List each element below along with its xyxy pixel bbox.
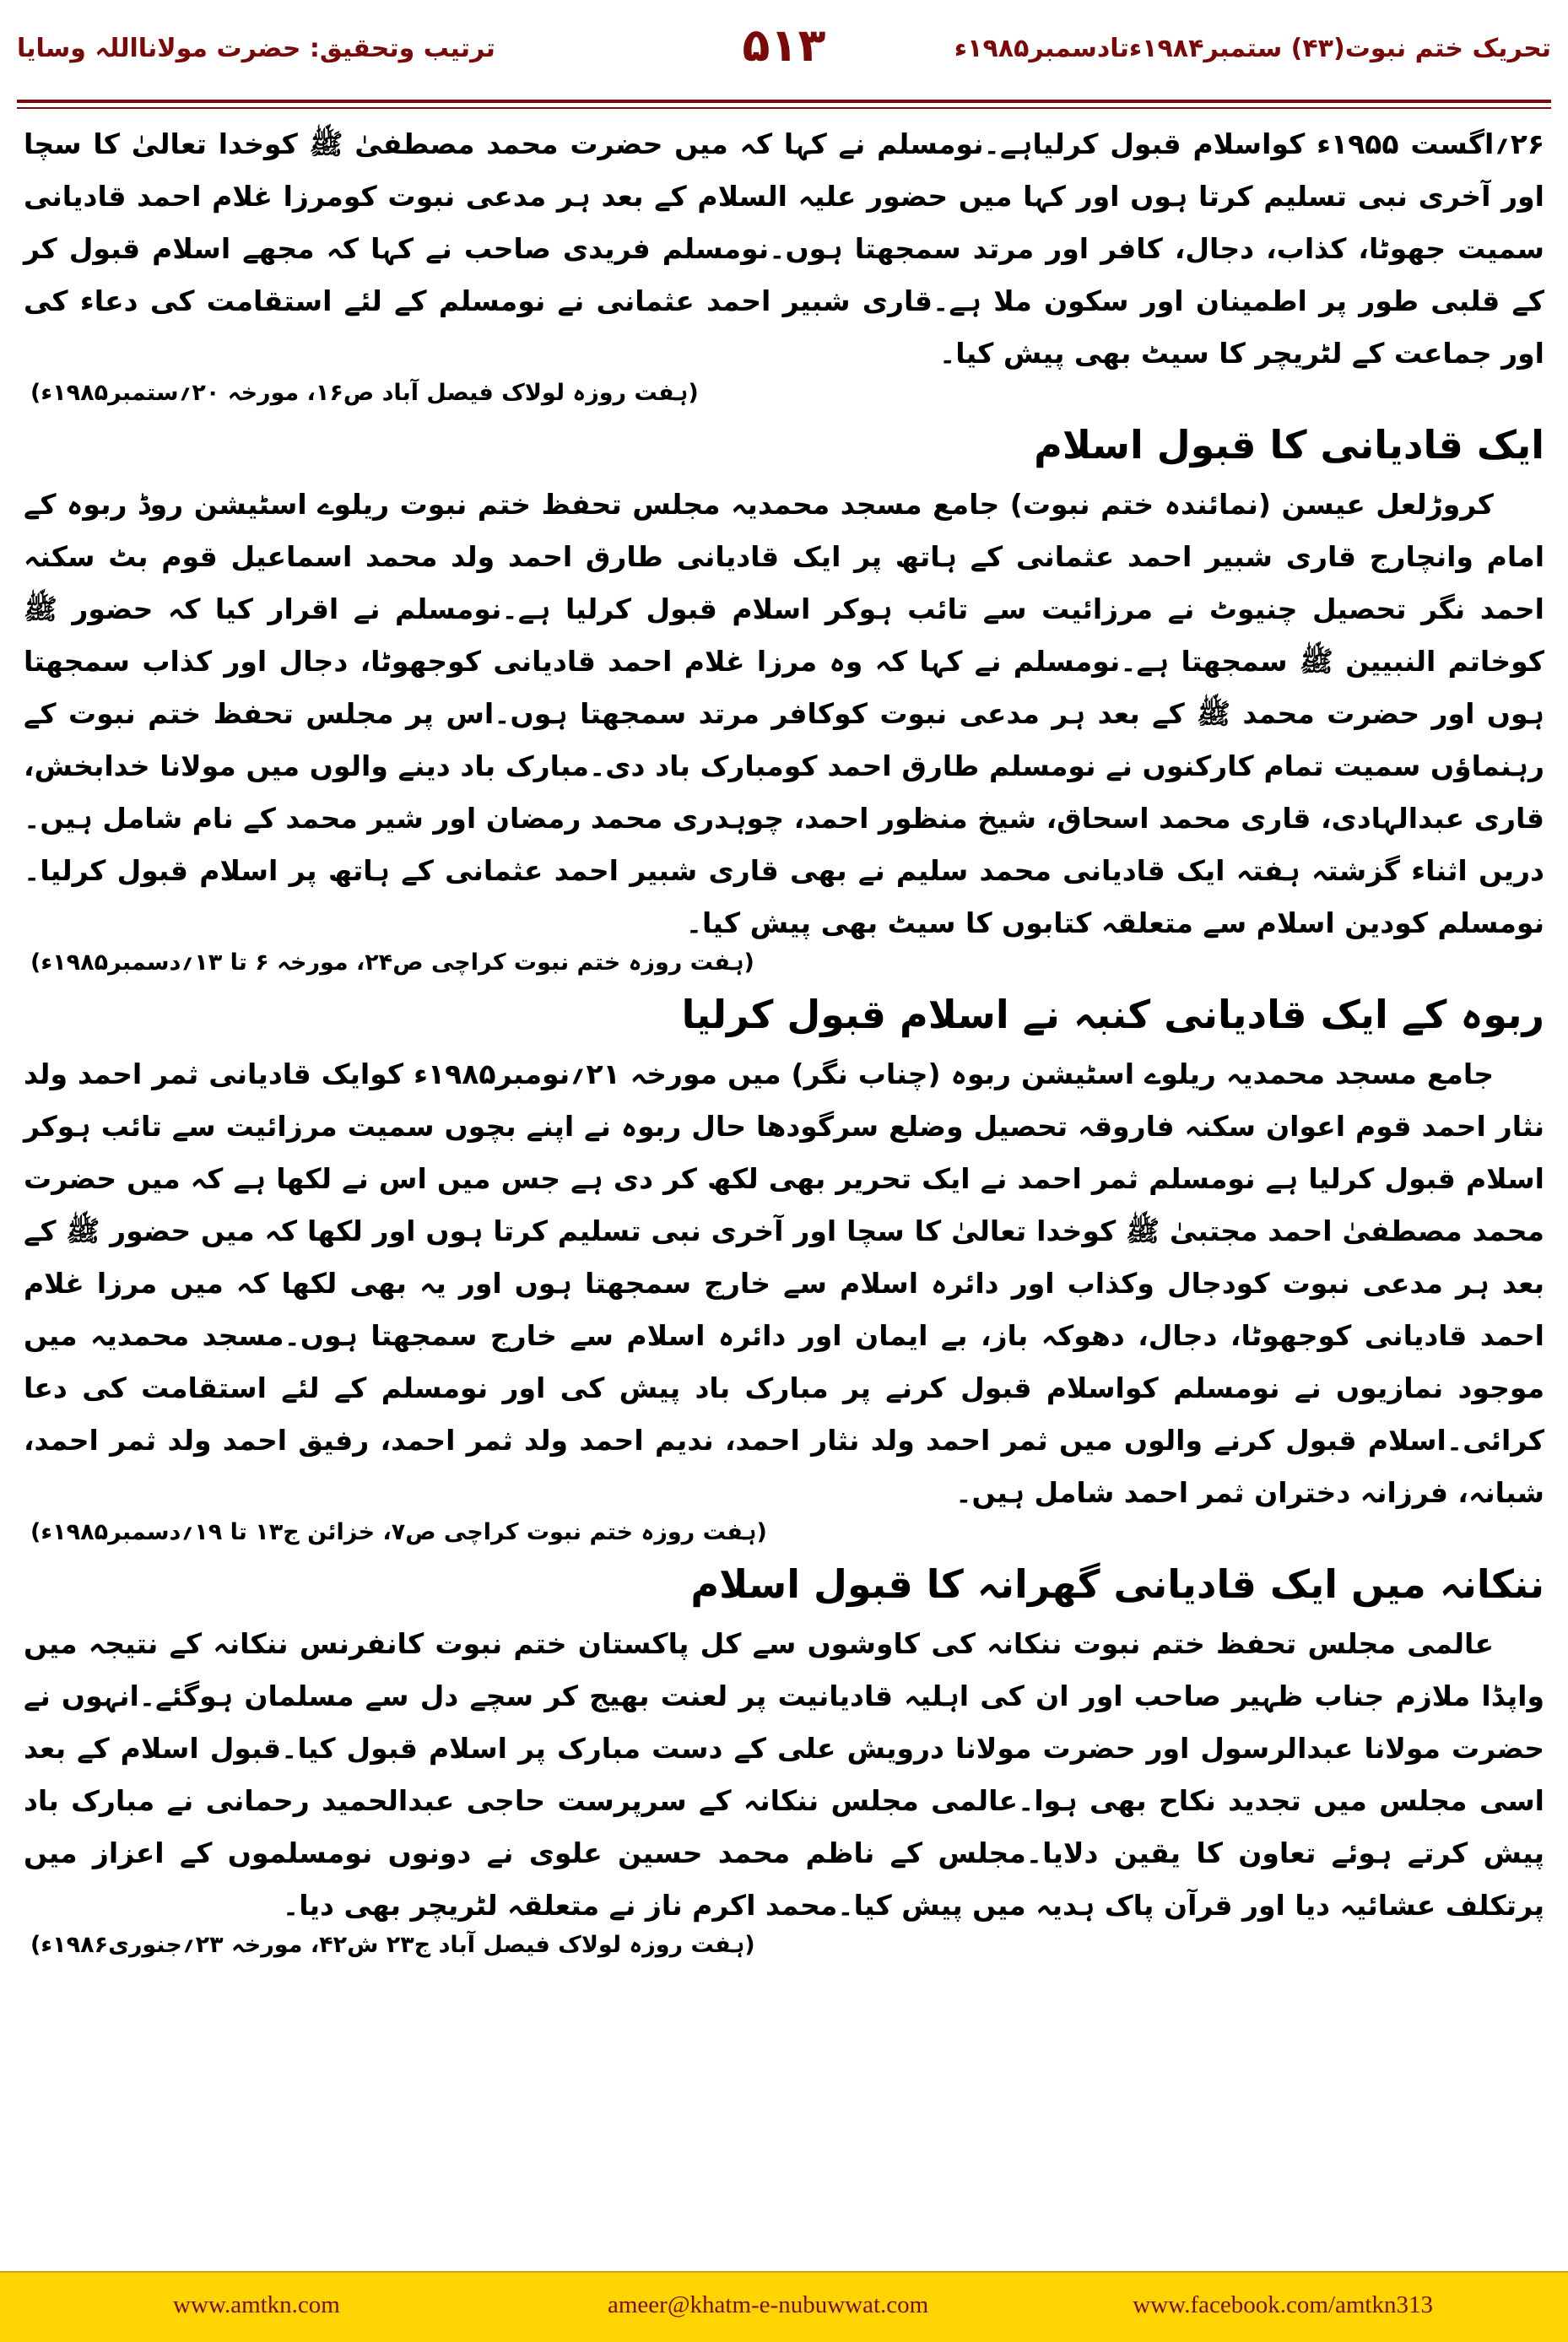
page-header — [17, 19, 1551, 95]
section-2-paragraph: کروڑلعل عیسن (نمائندہ ختم نبوت) جامع مسجد محمدیہ مجلس تحفظ ختم نبوت ریلوے اسٹیشن روڈ ربوہ کے امام وانچارج قاری شبیر احمد عثمانی کے ہاتھ پر ایک قادیانی طارق احمد ولد محمد اسماعیل قوم بٹ سکنہ احمد نگر تحصیل چنیوٹ نے مرزائیت سے تائب ہوکر اسلام قبول کرلیا ہے۔نومسلم نے اقرار کیا کہ حضور ﷺ کوخاتم النبیین ﷺ سمجھتا ہے۔نومسلم نے کہا کہ وہ مرزا غلام احمد قادیانی کوجھوٹا، دجال اور کذاب سمجھتا ہوں اور حضرت محمد ﷺ کے بعد ہر مدعی نبوت کوکافر مرتد سمجھتا ہوں۔اس پر مجلس تحفظ ختم نبوت کے رہنماؤں سمیت تمام کارکنوں نے نومسلم طارق احمد کومبارک باد دی۔مبارک باد دینے والوں میں مولانا خدابخش، قاری عبدالہادی، قاری محمد اسحاق، شیخ منظور احمد، چوہدری محمد رمضان اور شیر محمد کے نام شامل ہیں۔دریں اثناء گزشتہ ہفتہ ایک قادیانی محمد سلیم نے بھی قاری شبیر احمد عثمانی کے ہاتھ پر اسلام قبول کرلیا۔نومسلم کودین اسلام سے متعلقہ کتابوں کا سیٹ بھی پیش کیا۔ — [24, 488, 1544, 939]
section-2-heading: ایک قادیانی کا قبول اسلام — [1034, 422, 1544, 468]
article-body — [24, 118, 1544, 2241]
editor-credit: ترتیب وتحقیق: حضرت مولانااللہ وسایا — [17, 34, 495, 63]
header-rule-thin — [17, 107, 1551, 109]
section-2-source: (ہفت روزہ ختم نبوت کراچی ص۲۴، مورخہ ۶ تا ۱۳؍دسمبر۱۹۸۵ء) — [30, 949, 754, 976]
section-1 — [24, 118, 1544, 406]
section-4-heading: ننکانہ میں ایک قادیانی گھرانہ کا قبول اسلام — [690, 1561, 1544, 1607]
website-link[interactable]: www.amtkn.com — [173, 2291, 340, 2318]
facebook-link[interactable]: www.facebook.com/amtkn313 — [1133, 2291, 1433, 2318]
section-3 — [24, 981, 1544, 1545]
page-number: ۵۱۳ — [742, 19, 826, 72]
series-title: تحریک ختم نبوت(۴۳) ستمبر۱۹۸۴ءتادسمبر۱۹۸۵ء — [954, 34, 1551, 63]
section-4 — [24, 1550, 1544, 1958]
section-4-paragraph: عالمی مجلس تحفظ ختم نبوت ننکانہ کی کاوشوں سے کل پاکستان ختم نبوت کانفرنس ننکانہ کے نتیجہ میں واپڈا ملازم جناب ظہیر صاحب اور ان کی اہلیہ قادیانیت پر لعنت بھیج کر سچے دل سے مسلمان ہوگئے۔انہوں نے حضرت مولانا عبدالرسول اور حضرت مولانا درویش علی کے دست مبارک پر اسلام قبول کیا۔قبول اسلام کے بعد اسی مجلس میں تجدید نکاح بھی ہوا۔عالمی مجلس ننکانہ کے سرپرست حاجی عبدالحمید رحمانی نے مبارک باد پیش کرتے ہوئے تعاون کا یقین دلایا۔مجلس کے ناظم محمد حسین علوی نے دونوں نومسلموں کے اعزاز میں پرتکلف عشائیہ دیا اور قرآن پاک ہدیہ میں پیش کیا۔محمد اکرم ناز نے متعلقہ لٹریچر بھی دیا۔ — [24, 1627, 1544, 1922]
section-1-paragraph: ۲۶؍اگست ۱۹۵۵ء کواسلام قبول کرلیاہے۔نومسلم نے کہا کہ میں حضرت محمد مصطفیٰ ﷺ کوخدا تعالیٰ کا سچا اور آخری نبی تسلیم کرتا ہوں اور کہا میں حضور علیہ السلام کے بعد ہر مدعی نبوت کومرزا غلام احمد قادیانی سمیت جھوٹا، کذاب، دجال، کافر اور مرتد سمجھتا ہوں۔نومسلم فریدی صاحب نے کہا کہ مجھے اسلام قبول کر کے قلبی طور پر اطمینان اور سکون ملا ہے۔قاری شبیر احمد عثمانی نے نومسلم کے لئے استقامت کی دعاء کی اور جماعت کے لٹریچر کا سیٹ بھی پیش کیا۔ — [24, 127, 1544, 370]
section-1-source: (ہفت روزہ لولاک فیصل آباد ص۱۶، مورخہ ۲۰؍ستمبر۱۹۸۵ء) — [30, 380, 699, 406]
section-2 — [24, 411, 1544, 976]
page-footer — [0, 2271, 1568, 2342]
section-3-heading: ربوہ کے ایک قادیانی کنبہ نے اسلام قبول کرلیا — [681, 992, 1544, 1037]
section-4-source: (ہفت روزہ لولاک فیصل آباد ج۲۳ ش۴۲، مورخہ ۲۳؍جنوری۱۹۸۶ء) — [30, 1932, 755, 1958]
section-3-paragraph: جامع مسجد محمدیہ ریلوے اسٹیشن ربوہ (چناب نگر) میں مورخہ ۲۱؍نومبر۱۹۸۵ء کوایک قادیانی ثمر احمد ولد نثار احمد قوم اعوان سکنہ فاروقہ تحصیل وضلع سرگودھا حال ربوہ نے اپنے بچوں سمیت مرزائیت سے تائب ہوکر اسلام قبول کرلیا ہے نومسلم ثمر احمد نے ایک تحریر بھی لکھ کر دی ہے جس میں اس نے لکھا ہے کہ میں حضرت محمد مصطفیٰ احمد مجتبیٰ ﷺ کوخدا تعالیٰ کا سچا اور آخری نبی تسلیم کرتا ہوں اور لکھا کہ میں حضور ﷺ کے بعد ہر مدعی نبوت کودجال وکذاب اور دائرہ اسلام سے خارج سمجھتا ہوں اور یہ بھی لکھا کہ میں مرزا غلام احمد قادیانی کوجھوٹا، دجال، دھوکہ باز، بے ایمان اور دائرہ اسلام سے خارج سمجھتا ہوں۔مسجد محمدیہ میں موجود نمازیوں نے نومسلم کواسلام قبول کرنے پر مبارک باد پیش کی اور نومسلم کے لئے استقامت کی دعا کرائی۔اسلام قبول کرنے والوں میں ثمر احمد ولد نثار احمد، ندیم احمد ولد ثمر احمد، رفیق احمد ولد ثمر احمد، شبانہ، فرزانہ دختران ثمر احمد شامل ہیں۔ — [24, 1057, 1544, 1509]
header-rule — [17, 100, 1551, 103]
section-3-source: (ہفت روزہ ختم نبوت کراچی ص۷، خزائن ج۱۳ تا ۱۹؍دسمبر۱۹۸۵ء) — [30, 1519, 767, 1545]
email-link[interactable]: ameer@khatm-e-nubuwwat.com — [608, 2291, 929, 2318]
